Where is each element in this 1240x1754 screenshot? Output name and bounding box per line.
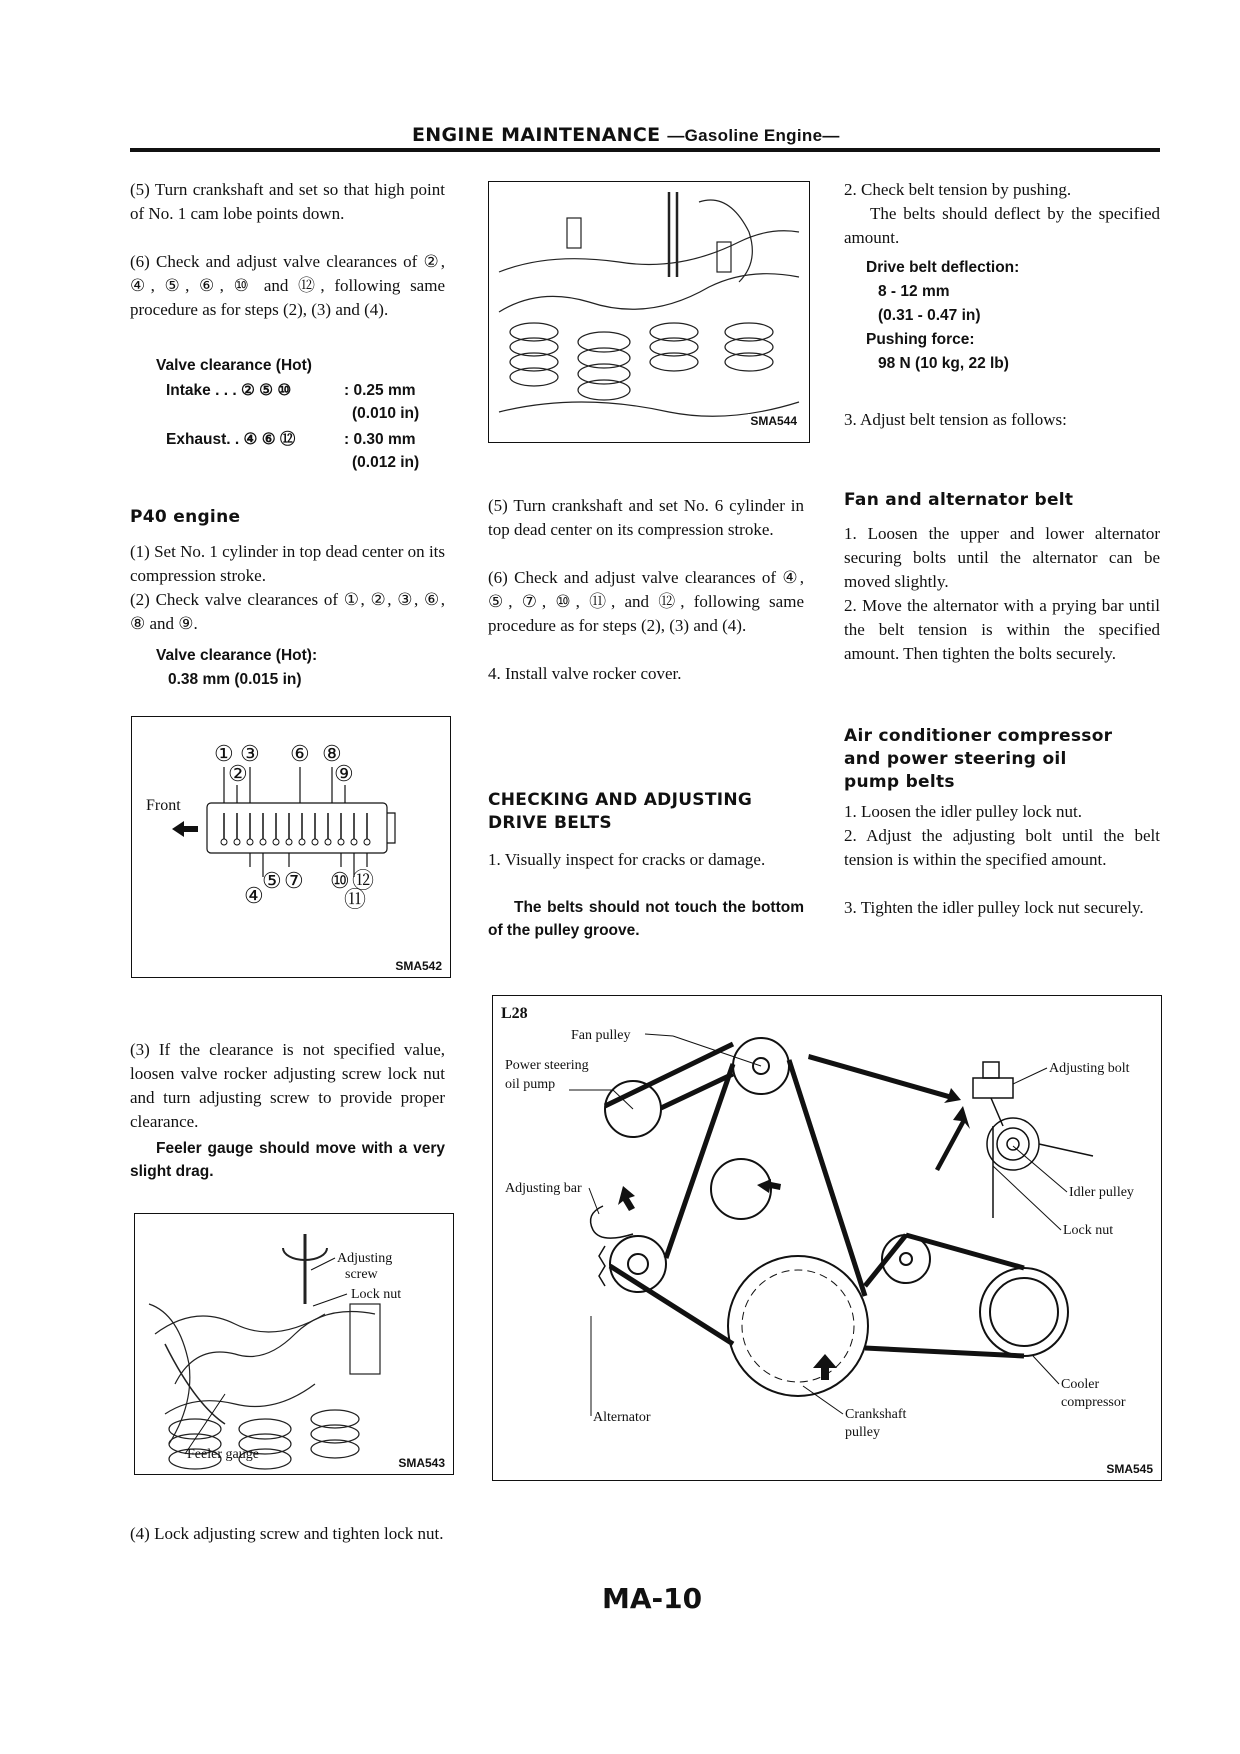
- bottom-valve-10: ⑩: [330, 868, 350, 893]
- lock-nut-label: Lock nut: [351, 1287, 402, 1302]
- figure-sma542: [131, 716, 451, 978]
- bottom-valve-11: ⑪: [344, 887, 367, 912]
- ac-step1: 1. Loosen the idler pulley lock nut.: [844, 802, 1082, 821]
- belts-note: The belts should not touch the bottom of the pulley groove.: [488, 899, 804, 939]
- cooler-compressor-pulley: [980, 1268, 1068, 1356]
- pushing-force-value: 98 N (10 kg, 22 lb): [878, 355, 1009, 372]
- p40-heading: P40 engine: [130, 507, 241, 527]
- valve-adjust-illustration: [489, 182, 809, 442]
- deflection-in: (0.31 - 0.47 in): [878, 307, 981, 324]
- col2-step5: (5) Turn crankshaft and set No. 6 cylinder in top dead center on its compression stroke.: [488, 496, 804, 539]
- drive-belts-heading-1: CHECKING AND ADJUSTING: [488, 790, 753, 810]
- top-valve-6: ⑥: [290, 741, 310, 766]
- col3-step3: 3. Adjust belt tension as follows:: [844, 410, 1067, 429]
- valve-layout-diagram: [132, 717, 450, 977]
- front-arrow-icon: [172, 821, 198, 837]
- fan-step1: 1. Loosen the upper and lower alternator securing bolts until the alternator can be moved slightly.: [844, 524, 1160, 591]
- screw-label: screw: [345, 1267, 378, 1282]
- p40-step1: (1) Set No. 1 cylinder in top dead center on its compression stroke.: [130, 542, 445, 585]
- bottom-valve-5: ⑤: [262, 868, 282, 893]
- top-valve-9: ⑨: [334, 761, 354, 786]
- crankshaft-label: Crankshaft: [845, 1407, 907, 1422]
- bottom-valve-7: ⑦: [284, 868, 304, 893]
- alternator-label: Alternator: [593, 1410, 651, 1425]
- col3-step2b: The belts should deflect by the specified amount.: [844, 204, 1160, 247]
- figure-code-sma544: SMA544: [750, 414, 797, 428]
- cooler-label: Cooler: [1061, 1377, 1100, 1392]
- exhaust-mm: : 0.30 mm: [344, 431, 416, 448]
- push-arrow-icon-5: [808, 1054, 961, 1103]
- col2-step6: (6) Check and adjust valve clearances of ④, ⑤, ⑦, ⑩, ⑪, and ⑫, following same procedure as for steps (2), (3) and (4).: [488, 568, 804, 635]
- belts-step1: 1. Visually inspect for cracks or damage.: [488, 850, 766, 869]
- ac-heading-2: and power steering oil: [844, 749, 1067, 769]
- figure-code-sma542: SMA542: [395, 959, 442, 973]
- p40-spec-value: 0.38 mm (0.015 in): [168, 671, 302, 688]
- figure-sma545: [492, 995, 1162, 1481]
- col1-step3: (3) If the clearance is not specified value, loosen valve rocker adjusting screw lock nut and turn adjusting screw to provide proper clearance.: [130, 1040, 445, 1131]
- ac-step3: 3. Tighten the idler pulley lock nut securely.: [844, 898, 1144, 917]
- valve-clearance-hot-title: Valve clearance (Hot): [156, 357, 312, 374]
- col1-step4: (4) Lock adjusting screw and tighten lock nut.: [130, 1524, 444, 1543]
- intake-in: (0.010 in): [352, 405, 420, 422]
- deflection-title: Drive belt deflection:: [866, 259, 1020, 276]
- lock-nut-label-545: Lock nut: [1063, 1223, 1114, 1238]
- crankshaft-pulley: [728, 1256, 868, 1396]
- engine-label: L28: [501, 1005, 528, 1022]
- adjusting-label: Adjusting: [337, 1251, 393, 1266]
- push-arrow-icon-1: [618, 1186, 635, 1211]
- adjusting-bar-label: Adjusting bar: [505, 1181, 582, 1196]
- col1-step3-note: Feeler gauge should move with a very slight drag.: [130, 1140, 445, 1180]
- pushing-force-title: Pushing force:: [866, 331, 975, 348]
- col1-step6: (6) Check and adjust valve clearances of ②, ④, ⑤, ⑥, ⑩ and ⑫, following same procedure as for steps (2), (3) and (4).: [130, 252, 445, 319]
- figure-code-sma543: SMA543: [398, 1456, 445, 1470]
- intake-label: Intake . . . ② ⑤ ⑩: [166, 382, 292, 399]
- col3-step2a: 2. Check belt tension by pushing.: [844, 180, 1072, 199]
- exhaust-label: Exhaust. . ④ ⑥ ⑫: [166, 431, 296, 448]
- top-valve-3: ③: [240, 741, 260, 766]
- figure-sma544: [488, 181, 810, 443]
- adjusting-bolt-label: Adjusting bolt: [1049, 1061, 1130, 1076]
- feeler-gauge-illustration: [135, 1214, 453, 1474]
- p40-step2: (2) Check valve clearances of ①, ②, ③, ⑥, ⑧ and ⑨.: [130, 590, 445, 633]
- ac-step2: 2. Adjust the adjusting bolt until the belt tension is within the specified amount.: [844, 826, 1160, 869]
- ac-heading-3: pump belts: [844, 772, 955, 792]
- deflection-mm: 8 - 12 mm: [878, 283, 950, 300]
- ac-heading-1: Air conditioner compressor: [844, 726, 1113, 746]
- fan-step2: 2. Move the alternator with a prying bar until the belt tension is within the specified amount. Then tighten the bolts securely.: [844, 596, 1160, 663]
- intake-mm: : 0.25 mm: [344, 382, 416, 399]
- exhaust-in: (0.012 in): [352, 454, 420, 471]
- col2-step4: 4. Install valve rocker cover.: [488, 664, 682, 683]
- figure-sma543: [134, 1213, 454, 1475]
- top-valve-8: ⑧: [322, 741, 342, 766]
- page-number: MA-10: [602, 1582, 703, 1615]
- header-rule: [130, 148, 1160, 152]
- header-subtitle: —Gasoline Engine—: [667, 126, 840, 145]
- top-valve-1: ①: [214, 741, 234, 766]
- power-steering-label: Power steering: [505, 1058, 589, 1073]
- drive-belts-heading-2: DRIVE BELTS: [488, 813, 612, 833]
- push-arrow-icon-3: [813, 1354, 837, 1380]
- idler-pulley-label: Idler pulley: [1069, 1185, 1134, 1200]
- p40-spec-title: Valve clearance (Hot):: [156, 647, 318, 664]
- push-arrow-icon-2: [757, 1179, 781, 1193]
- push-arrow-icon-4: [935, 1106, 970, 1171]
- compressor-label: compressor: [1061, 1395, 1126, 1410]
- water-pump-pulley: [711, 1159, 771, 1219]
- feeler-gauge-label: Feeler gauge: [187, 1447, 259, 1462]
- pulley-label: pulley: [845, 1425, 880, 1440]
- fan-alternator-heading: Fan and alternator belt: [844, 490, 1074, 510]
- bottom-valve-12: ⑫: [352, 868, 375, 893]
- page-header: [412, 124, 840, 146]
- top-valve-2: ②: [228, 761, 248, 786]
- front-label: Front: [146, 797, 181, 814]
- figure-code-sma545: SMA545: [1106, 1462, 1153, 1476]
- oil-pump-label: oil pump: [505, 1077, 556, 1092]
- col1-step5: (5) Turn crankshaft and set so that high point of No. 1 cam lobe points down.: [130, 180, 445, 223]
- header-title: ENGINE MAINTENANCE: [412, 124, 661, 146]
- fan-pulley-label: Fan pulley: [571, 1028, 631, 1043]
- bottom-valve-4: ④: [244, 883, 264, 908]
- belt-layout-diagram: [493, 996, 1161, 1480]
